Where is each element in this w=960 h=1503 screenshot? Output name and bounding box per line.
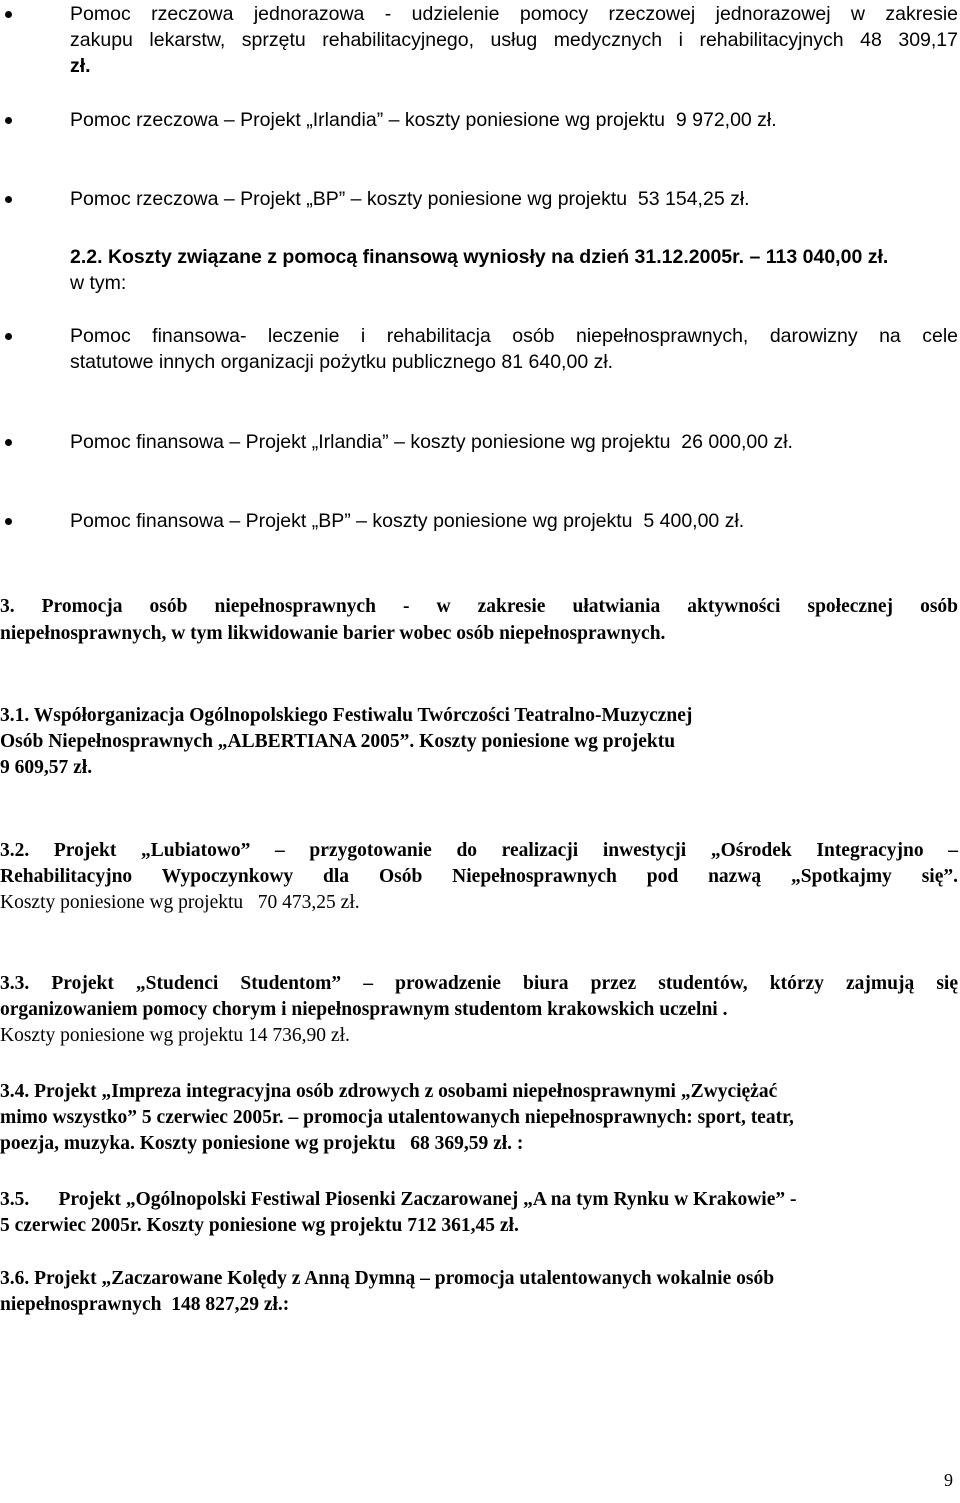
paragraph-line: niepełnosprawnych 148 827,29 zł.:: [0, 1294, 290, 1315]
bullet-icon: [5, 439, 12, 446]
list-item: Pomoc rzeczowa – Projekt „BP” – koszty poniesione wg projektu 53 154,25 zł.: [70, 188, 750, 210]
paragraph-line: 3.5. Projekt „Ogólnopolski Festiwal Piosenki Zaczarowanej „A na tym Rynku w Krakowie” -: [0, 1189, 797, 1210]
paragraph-line: Koszty poniesione wg projektu 14 736,90 zł.: [0, 1025, 350, 1046]
paragraph-line: mimo wszystko” 5 czerwiec 2005r. – promocja utalentowanych niepełnosprawnych: sport, teatr,: [0, 1107, 794, 1128]
list-item: Pomoc finansowa – Projekt „Irlandia” – koszty poniesione wg projektu 26 000,00 zł.: [70, 431, 793, 453]
bullet-icon: [5, 196, 12, 203]
section-heading: 3. Promocja osób niepełnosprawnych - w zakresie ułatwiania aktywności społecznej osób: [0, 596, 958, 617]
list-item-line: zł.: [70, 55, 91, 77]
paragraph-line: 9 609,57 zł.: [0, 757, 93, 778]
list-item-line: Pomoc rzeczowa jednorazowa - udzielenie pomocy rzeczowej jednorazowej w zakresie: [70, 3, 958, 25]
list-item-line: Pomoc finansowa- leczenie i rehabilitacja osób niepełnosprawnych, darowizny na cele: [70, 325, 958, 347]
paragraph-line: 5 czerwiec 2005r. Koszty poniesione wg projektu 712 361,45 zł.: [0, 1215, 519, 1236]
bullet-icon: [5, 117, 12, 124]
list-item: Pomoc finansowa – Projekt „BP” – koszty poniesione wg projektu 5 400,00 zł.: [70, 510, 745, 532]
bullet-icon: [5, 11, 12, 18]
bullet-icon: [5, 518, 12, 525]
page-number: 9: [944, 1470, 953, 1490]
bullet-icon: [5, 333, 12, 340]
paragraph-line: poezja, muzyka. Koszty poniesione wg projektu 68 369,59 zł. :: [0, 1133, 524, 1154]
section-heading-line: niepełnosprawnych, w tym likwidowanie barier wobec osób niepełnosprawnych.: [0, 623, 666, 644]
paragraph-line: 3.2. Projekt „Lubiatowo” – przygotowanie do realizacji inwestycji „Ośrodek Integracyjno –: [0, 840, 958, 861]
list-item-line: zakupu lekarstw, sprzętu rehabilitacyjnego, usług medycznych i rehabilitacyjnych 48 309,17: [70, 29, 958, 51]
paragraph-line: organizowaniem pomocy chorym i niepełnosprawnym studentom krakowskich uczelni .: [0, 999, 728, 1020]
list-item: Pomoc rzeczowa – Projekt „Irlandia” – koszty poniesione wg projektu 9 972,00 zł.: [70, 109, 777, 131]
section-heading: 2.2. Koszty związane z pomocą finansową wyniosły na dzień 31.12.2005r. – 113 040,00 zł.: [70, 246, 889, 268]
paragraph-line: 3.1. Współorganizacja Ogólnopolskiego Festiwalu Twórczości Teatralno-Muzycznej: [0, 705, 693, 726]
paragraph-line: 3.6. Projekt „Zaczarowane Kolędy z Anną Dymną – promocja utalentowanych wokalnie osób: [0, 1268, 775, 1289]
paragraph-line: Rehabilitacyjno Wypoczynkowy dla Osób Niepełnosprawnych pod nazwą „Spotkajmy się”.: [0, 866, 958, 887]
list-item-line: statutowe innych organizacji pożytku publicznego 81 640,00 zł.: [70, 351, 614, 373]
paragraph-line: 3.4. Projekt „Impreza integracyjna osób zdrowych z osobami niepełnosprawnymi „Zwyciężać: [0, 1081, 778, 1102]
paragraph-line: Koszty poniesione wg projektu 70 473,25 zł.: [0, 892, 360, 913]
paragraph-line: 3.3. Projekt „Studenci Studentom” – prowadzenie biura przez studentów, którzy zajmują się: [0, 973, 958, 994]
section-subheading: w tym:: [70, 272, 127, 294]
paragraph-line: Osób Niepełnosprawnych „ALBERTIANA 2005”. Koszty poniesione wg projektu: [0, 731, 676, 752]
